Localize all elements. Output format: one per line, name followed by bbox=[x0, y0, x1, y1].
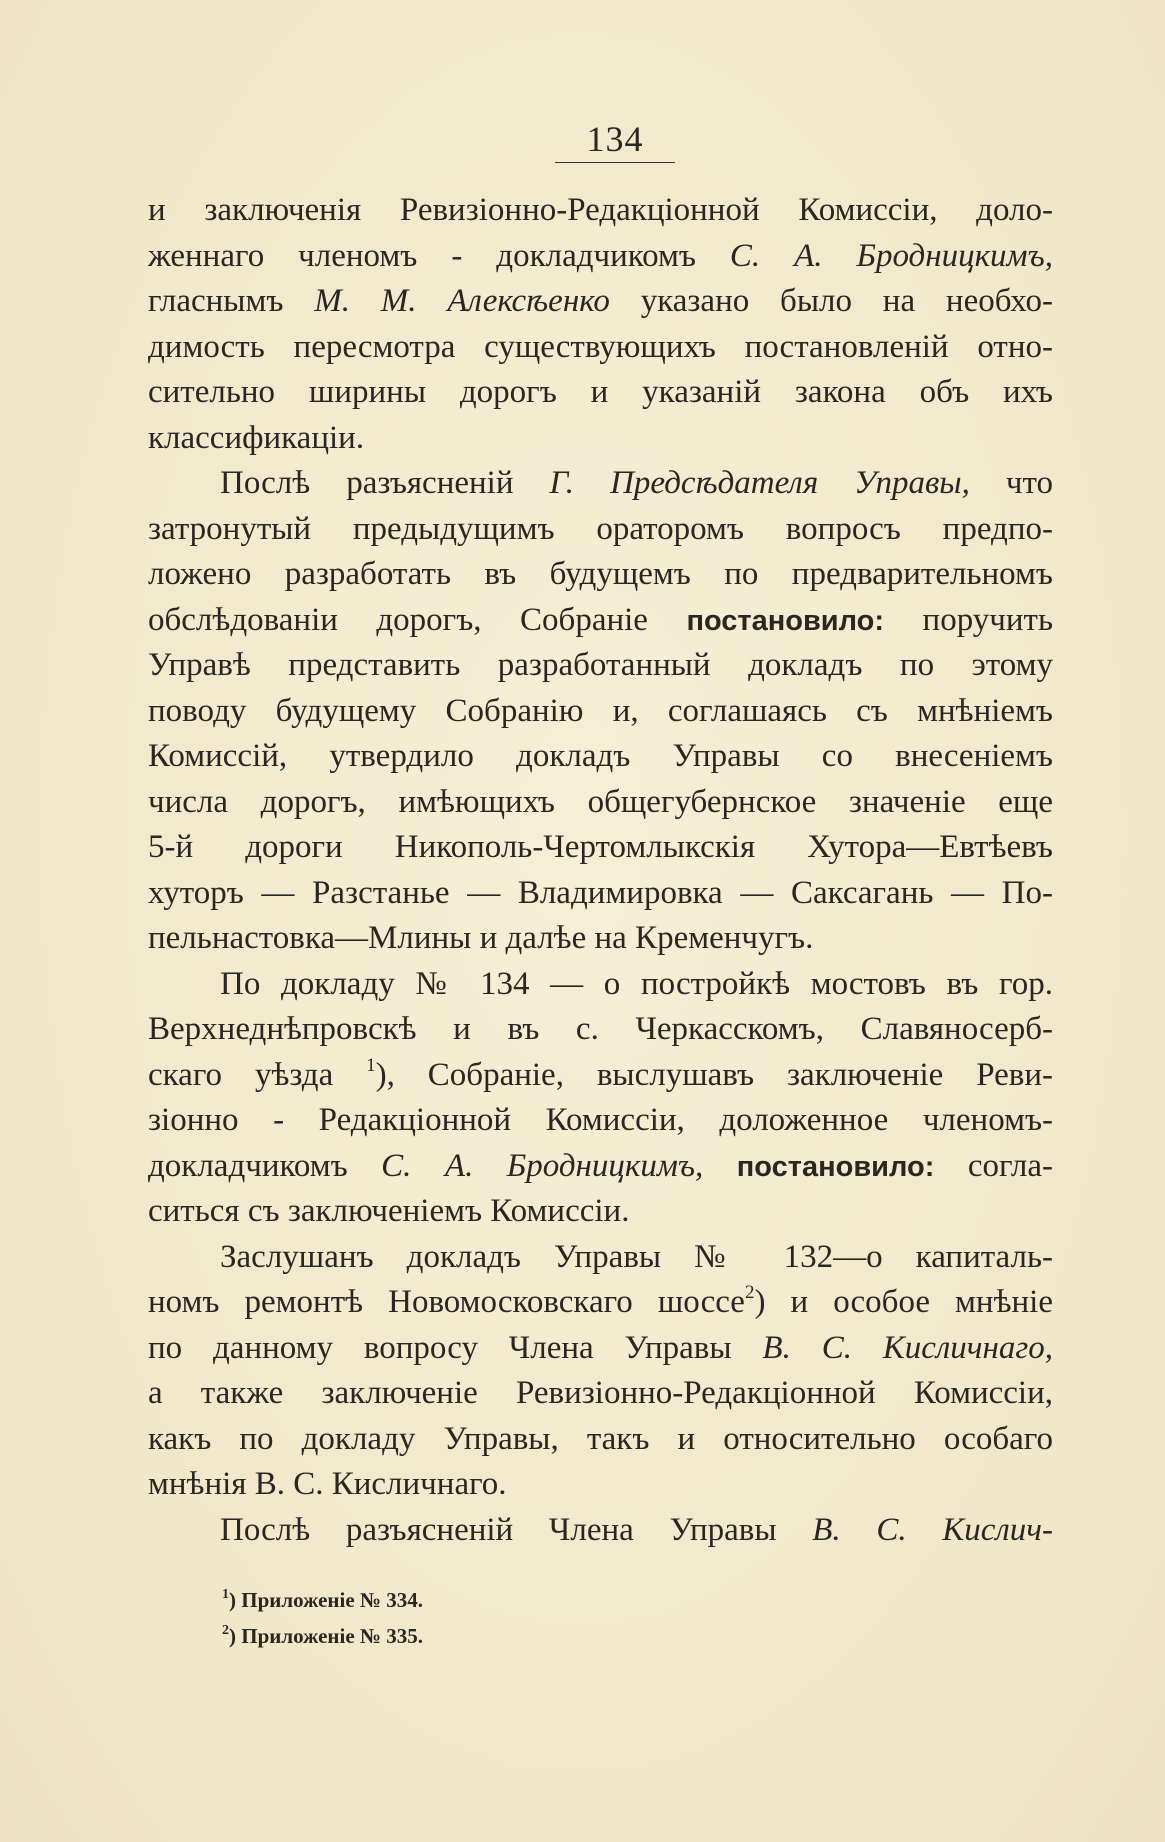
text-line bbox=[148, 1053, 1053, 1099]
footnote-mark: 1 bbox=[222, 1587, 229, 1602]
text-line bbox=[148, 1189, 1053, 1235]
text-line bbox=[148, 1098, 1053, 1144]
footnote-text: ) Приложеніе № 335. bbox=[229, 1624, 423, 1648]
text-run: Верхнеднѣпровскѣ и въ с. Черкасскомъ, Славяносерб- bbox=[148, 1011, 1053, 1047]
text-run: поручить bbox=[884, 601, 1053, 638]
text-line bbox=[148, 916, 1053, 962]
text-run: женнаго членомъ - докладчикомъ bbox=[148, 237, 730, 274]
text-line bbox=[148, 234, 1053, 280]
text-line bbox=[148, 370, 1053, 416]
text-run: зіонно - Редакціонной Комиссіи, доложенное членомъ- bbox=[148, 1102, 1053, 1138]
text-run: а также заключеніе Ревизіонно-Редакціонной Комиссіи, bbox=[148, 1375, 1053, 1411]
text-line bbox=[148, 1235, 1053, 1281]
text-run: ) и особое мнѣніе bbox=[754, 1284, 1053, 1320]
text-run: и заключенія Ревизіонно-Редакціонной Комиссіи, доло- bbox=[148, 192, 1053, 228]
footnotes bbox=[222, 1582, 722, 1654]
text-run: Комиссій, утвердило докладъ Управы со внесеніемъ bbox=[148, 738, 1053, 774]
italic-name: В. С. Кислич- bbox=[812, 1511, 1053, 1548]
text-run: согла- bbox=[934, 1147, 1053, 1184]
text-run: пельнастовка—Млины и далѣе на Кременчугъ. bbox=[148, 920, 814, 956]
text-line bbox=[148, 643, 1053, 689]
text-run: ложено разработать въ будущемъ по предварительномъ bbox=[148, 556, 1053, 592]
text-run: скаго уѣзда bbox=[148, 1056, 367, 1093]
text-run: затронутый предыдущимъ ораторомъ вопросъ предпо- bbox=[148, 510, 1053, 547]
italic-name: Г. Предсѣдателя Управы, bbox=[549, 465, 970, 501]
footnote-ref: 1 bbox=[366, 1054, 376, 1076]
text-run: номъ ремонтѣ Новомосковскаго шоссе bbox=[148, 1284, 745, 1320]
text-run: классификаціи. bbox=[148, 419, 365, 456]
text-line bbox=[148, 279, 1053, 325]
italic-name: В. С. Кисличнаго, bbox=[762, 1329, 1053, 1366]
footnote-text: ) Приложеніе № 334. bbox=[229, 1588, 423, 1612]
text-line bbox=[148, 1326, 1053, 1372]
page-number-rule bbox=[555, 162, 675, 163]
text-line bbox=[148, 507, 1053, 553]
text-line bbox=[148, 325, 1053, 371]
text-line bbox=[148, 1371, 1053, 1417]
text-run: поводу будущему Собранію и, соглашаясь съ мнѣніемъ bbox=[148, 692, 1053, 729]
text-run: какъ по докладу Управы, такъ и относительно особаго bbox=[148, 1420, 1053, 1457]
text-run: сительно ширины дорогъ и указаній закона объ ихъ bbox=[148, 374, 1053, 410]
text-line bbox=[148, 598, 1053, 644]
text-line bbox=[148, 1144, 1053, 1190]
text-run: Управѣ представить разработанный докладъ по этому bbox=[148, 647, 1053, 683]
text-run: мнѣнія В. С. Кисличнаго. bbox=[148, 1466, 507, 1502]
text-run: что bbox=[969, 465, 1053, 501]
text-run: докладчикомъ bbox=[148, 1147, 382, 1184]
body-text bbox=[148, 188, 1053, 1553]
footnote-ref: 2 bbox=[744, 1282, 755, 1303]
text-run: указано было на необхо- bbox=[609, 283, 1053, 319]
italic-name: С. А. Бродницкимъ, bbox=[381, 1147, 704, 1184]
italic-name: М. М. Алексѣенко bbox=[314, 283, 610, 319]
text-run bbox=[703, 1148, 737, 1184]
text-line bbox=[148, 552, 1053, 598]
text-run: Заслушанъ докладъ Управы № 132—о капиталь- bbox=[220, 1238, 1053, 1275]
text-run: димость пересмотра существующихъ постановленій отно- bbox=[148, 328, 1053, 365]
text-run: хуторъ — Разстанье — Владимировка — Саксагань — По- bbox=[148, 874, 1053, 911]
text-line bbox=[148, 962, 1053, 1008]
italic-name: С. А. Бродницкимъ, bbox=[729, 237, 1053, 274]
text-run: Послѣ разъясненій bbox=[220, 465, 550, 501]
text-run: Послѣ разъясненій Члена Управы bbox=[220, 1511, 813, 1548]
bold-keyword: постановило: bbox=[736, 1150, 935, 1183]
text-line bbox=[148, 825, 1053, 871]
text-line bbox=[148, 689, 1053, 735]
text-run: гласнымъ bbox=[148, 283, 315, 319]
text-line bbox=[148, 1417, 1053, 1463]
text-line bbox=[148, 188, 1053, 234]
text-line bbox=[148, 780, 1053, 826]
text-line bbox=[148, 1462, 1053, 1508]
text-line bbox=[148, 1280, 1053, 1326]
footnote-mark: 2 bbox=[222, 1623, 229, 1638]
text-run: обслѣдованіи дорогъ, Собраніе bbox=[148, 601, 687, 638]
page-number: 134 bbox=[586, 119, 644, 159]
footnote bbox=[222, 1582, 722, 1618]
footnote bbox=[222, 1618, 722, 1654]
text-run: числа дорогъ, имѣющихъ общегубернское значеніе еще bbox=[148, 783, 1053, 820]
text-run: 5-й дороги Никополь-Чертомлыкскія Хутора—Евтѣевъ bbox=[148, 829, 1053, 865]
text-run: По докладу № 134 — о постройкѣ мостовъ въ гор. bbox=[220, 965, 1053, 1002]
text-run: ), Собраніе, выслушавъ заключеніе Реви- bbox=[375, 1056, 1053, 1093]
text-line bbox=[148, 1508, 1053, 1554]
text-line bbox=[148, 871, 1053, 917]
text-line bbox=[148, 461, 1053, 507]
text-run: по данному вопросу Члена Управы bbox=[148, 1329, 763, 1366]
text-line bbox=[148, 416, 1053, 462]
text-line bbox=[148, 734, 1053, 780]
text-line bbox=[148, 1007, 1053, 1053]
bold-keyword: постановило: bbox=[686, 604, 885, 637]
text-run: ситься съ заключеніемъ Комиссіи. bbox=[148, 1193, 630, 1229]
